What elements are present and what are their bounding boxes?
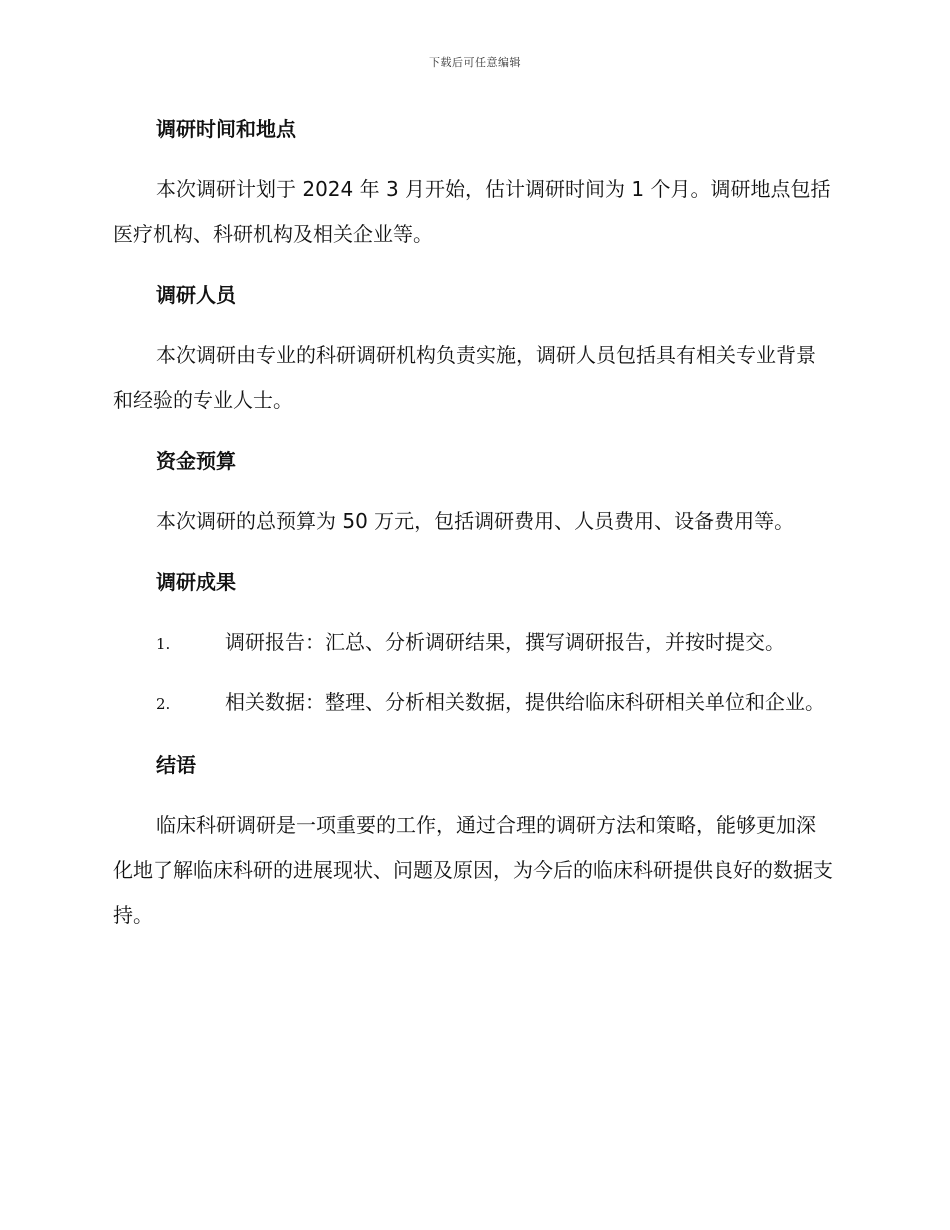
section-body-budget: 本次调研的总预算为 50 万元，包括调研费用、人员费用、设备费用等。	[156, 509, 795, 533]
list-item	[113, 680, 833, 727]
document-body	[113, 113, 833, 938]
section-body-time-place: 本次调研计划于 2024 年 3 月开始，估计调研时间为 1 个月。调研地点包括医疗机构、科研机构及相关企业等。	[113, 177, 831, 246]
section-title-time-place: 调研时间和地点	[156, 117, 296, 141]
list-item	[113, 620, 833, 667]
list-item-text: 调研报告：汇总、分析调研结果，撰写调研报告，并按时提交。	[225, 630, 785, 654]
list-item-text: 相关数据：整理、分析相关数据，提供给临床科研相关单位和企业。	[225, 690, 825, 714]
section-title-conclusion: 结语	[156, 753, 196, 777]
list-item-number: 2.	[156, 695, 171, 713]
section-title-results: 调研成果	[156, 570, 236, 594]
section-body-staff: 本次调研由专业的科研调研机构负责实施，调研人员包括具有相关专业背景和经验的专业人士。	[113, 343, 816, 412]
list-item-number: 1.	[156, 635, 171, 653]
section-title-staff: 调研人员	[156, 283, 236, 307]
header-note: 下载后可任意编辑	[429, 56, 521, 69]
section-title-budget: 资金预算	[156, 449, 236, 473]
section-body-conclusion: 临床科研调研是一项重要的工作，通过合理的调研方法和策略，能够更加深化地了解临床科研的进展现状、问题及原因，为今后的临床科研提供良好的数据支持。	[113, 813, 833, 927]
